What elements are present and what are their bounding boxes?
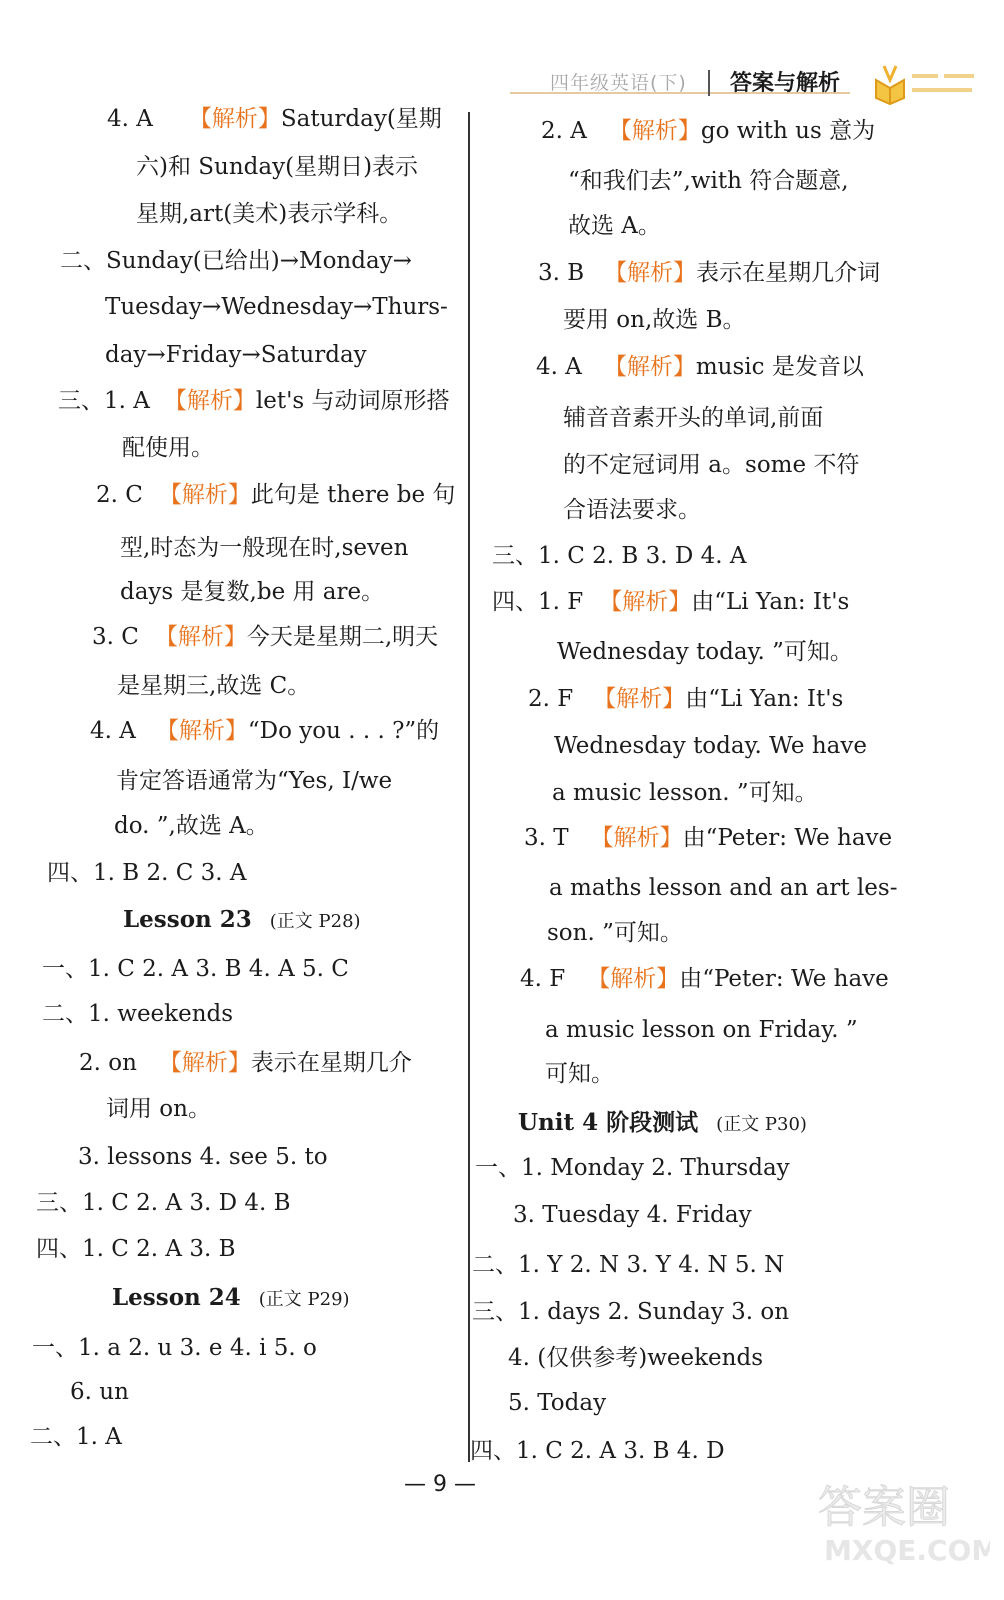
answer-line: 三、1. C 2. A 3. D 4. B: [36, 1190, 291, 1216]
answer-line: 肯定答语通常为“Yes, I/we: [116, 768, 393, 794]
answer-line: “和我们去”,with 符合题意,: [568, 168, 849, 194]
page-number: — 9 —: [404, 1472, 476, 1497]
section-heading-lesson-23: Lesson 23 (正文 P28): [123, 906, 361, 933]
answer-line: 4. A 【解析】“Do you . . . ?”的: [90, 718, 440, 744]
answer-line: 3. T 【解析】由“Peter: We have: [524, 825, 893, 851]
answer-line: 二、1. A: [30, 1424, 122, 1450]
answer-line: Wednesday today. We have: [554, 733, 867, 759]
answer-line: 星期,art(美术)表示学科。: [136, 201, 403, 227]
answer-line: 三、1. days 2. Sunday 3. on: [472, 1299, 790, 1325]
book-icon: [872, 58, 982, 112]
answer-line: 5. Today: [508, 1390, 607, 1416]
answer-line: 3. lessons 4. see 5. to: [78, 1144, 328, 1170]
answer-line: 四、1. B 2. C 3. A: [47, 860, 247, 886]
header-title: 答案与解析: [730, 71, 841, 96]
section-heading-lesson-24: Lesson 24 (正文 P29): [112, 1284, 350, 1311]
answer-line: 2. C 【解析】此句是 there be 句: [96, 482, 456, 508]
answer-line: 辅音音素开头的单词,前面: [563, 405, 824, 431]
answer-line: 是星期三,故选 C。: [117, 673, 311, 699]
answer-line: 二、1. weekends: [42, 1001, 234, 1027]
answer-line: 词用 on。: [106, 1096, 211, 1122]
answer-line: 3. Tuesday 4. Friday: [513, 1202, 752, 1228]
answer-line: 二、1. Y 2. N 3. Y 4. N 5. N: [472, 1252, 785, 1278]
answer-line: 故选 A。: [568, 213, 661, 239]
answer-line: 合语法要求。: [563, 497, 701, 523]
answer-line: 一、1. a 2. u 3. e 4. i 5. o: [32, 1335, 317, 1361]
answer-line: 二、Sunday(已给出)→Monday→: [60, 248, 412, 274]
svg-text:答案圈: 答案圈: [818, 1482, 950, 1533]
watermark-logo: [810, 1470, 990, 1574]
answer-line: 3. B 【解析】表示在星期几介词: [538, 260, 881, 286]
answer-line: 一、1. Monday 2. Thursday: [475, 1155, 790, 1181]
answer-line: Wednesday today. ”可知。: [557, 639, 853, 665]
answer-line: 6. un: [70, 1379, 129, 1405]
answer-line: 配使用。: [122, 435, 214, 461]
answer-line: 可知。: [545, 1061, 614, 1087]
answer-line: do. ”,故选 A。: [114, 813, 269, 839]
answer-line: son. ”可知。: [547, 920, 683, 946]
answer-line: Tuesday→Wednesday→Thurs-: [105, 294, 448, 320]
header-subject: 四年级英语(下): [550, 72, 687, 94]
answer-line: 三、1. C 2. B 3. D 4. A: [492, 543, 747, 569]
page-header: [510, 62, 990, 112]
answer-line: 型,时态为一般现在时,seven: [120, 535, 409, 561]
answer-line: 四、1. C 2. A 3. B: [36, 1236, 236, 1262]
column-divider: [468, 112, 470, 1462]
header-separator: [708, 70, 710, 96]
answer-line: 的不定冠词用 a。some 不符: [563, 452, 860, 478]
answer-line: a music lesson. ”可知。: [552, 780, 818, 806]
answer-line: 4. A 【解析】music 是发音以: [536, 354, 864, 380]
answer-line: 2. A 【解析】go with us 意为: [541, 118, 876, 144]
answer-line: 4. A 【解析】Saturday(星期: [107, 106, 442, 132]
answer-line: 2. F 【解析】由“Li Yan: It's: [528, 686, 844, 712]
answer-line: 四、1. F 【解析】由“Li Yan: It's: [492, 589, 850, 615]
svg-text:MXQE.COM: MXQE.COM: [824, 1534, 990, 1567]
section-heading-unit-4: Unit 4 阶段测试 (正文 P30): [518, 1109, 807, 1136]
answer-line: 六)和 Sunday(星期日)表示: [136, 154, 419, 180]
answer-line: 四、1. C 2. A 3. B 4. D: [470, 1438, 725, 1464]
answer-line: 一、1. C 2. A 3. B 4. A 5. C: [42, 956, 349, 982]
answer-line: days 是复数,be 用 are。: [120, 579, 385, 605]
answer-line: 4. F 【解析】由“Peter: We have: [520, 966, 889, 992]
answer-line: 要用 on,故选 B。: [563, 307, 746, 333]
answer-line: 2. on 【解析】表示在星期几介: [79, 1050, 412, 1076]
answer-line: a maths lesson and an art les-: [549, 875, 898, 901]
answer-line: 3. C 【解析】今天是星期二,明天: [92, 624, 439, 650]
answer-line: 三、1. A 【解析】let's 与动词原形搭: [58, 388, 450, 414]
answer-line: 4. (仅供参考)weekends: [508, 1345, 763, 1371]
answer-line: a music lesson on Friday. ”: [545, 1017, 858, 1043]
answer-line: day→Friday→Saturday: [105, 342, 367, 368]
